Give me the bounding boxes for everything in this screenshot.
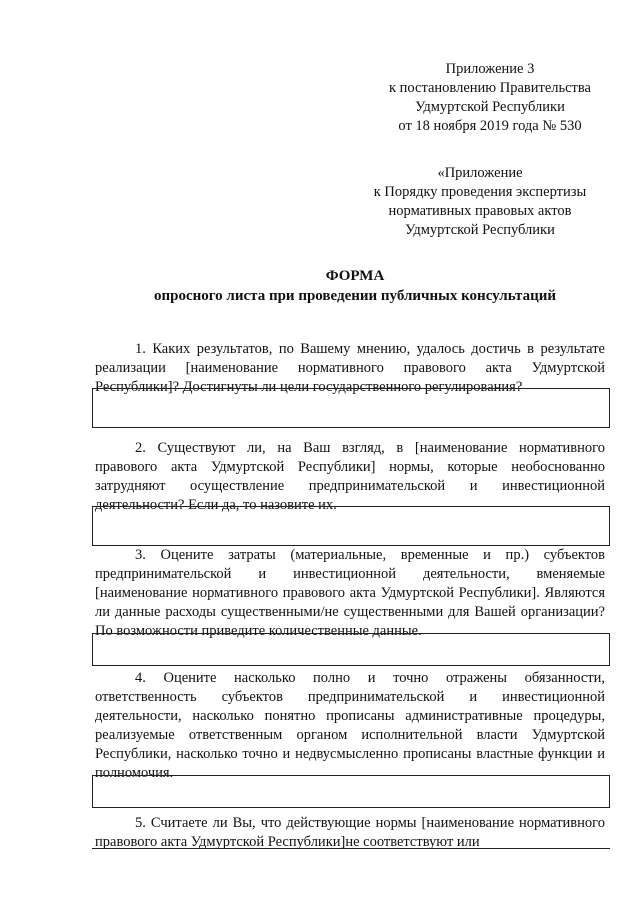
- form-title-line2: опросного листа при проведении публичных консультаций: [153, 288, 557, 304]
- sub-appendix-header: [345, 164, 615, 240]
- appendix-header: [360, 60, 620, 136]
- question-text: 1. Каких результатов, по Вашему мнению, удалось достичь в результате реализации [наименование нормативного правового акта Удмуртской Республики]? Достигнуты ли цели государственного регулирования?: [95, 341, 605, 395]
- appendix-line: Удмуртской Республики: [415, 99, 565, 115]
- answer-box-3[interactable]: [92, 633, 610, 666]
- question-5: [95, 814, 605, 852]
- question-text: 4. Оцените насколько полно и точно отражены обязанности, ответственность субъектов предпринимательской и инвестиционной деятельности, насколько понятно прописаны административные процедуры, реализуемые ответственным органом исполнительной власти Удмуртской Республики, насколько точно и недвусмысленно прописаны властные функции и полномочия.: [95, 670, 605, 781]
- question-text: 5. Считаете ли Вы, что действующие нормы [наименование нормативного правового акта Удмуртской Республики]не соответствуют или: [95, 815, 605, 850]
- sub-appendix-line: к Порядку проведения экспертизы: [373, 184, 587, 200]
- sub-appendix-line: Удмуртской Республики: [405, 222, 555, 238]
- page-cut-line: [92, 848, 610, 849]
- appendix-line: к постановлению Правительства: [389, 80, 591, 96]
- question-text: 3. Оцените затраты (материальные, временные и пр.) субъектов предпринимательской и инвестиционной деятельности, вменяемые [наименование нормативного правового акта Удмуртской Республики]. Являются ли данные расходы существенными/не существенными для Вашей организации? По возможности приведите количественные данные.: [95, 547, 605, 639]
- answer-box-2[interactable]: [92, 506, 610, 546]
- question-4: [95, 669, 605, 783]
- appendix-line: Приложение 3: [445, 61, 535, 77]
- sub-appendix-line: нормативных правовых актов: [388, 203, 572, 219]
- sub-appendix-line: «Приложение: [437, 165, 523, 181]
- answer-box-1[interactable]: [92, 388, 610, 428]
- answer-box-4[interactable]: [92, 775, 610, 808]
- form-title: [0, 266, 640, 306]
- appendix-line: от 18 ноября 2019 года № 530: [398, 118, 582, 134]
- question-2: [95, 439, 605, 515]
- question-text: 2. Существуют ли, на Ваш взгляд, в [наименование нормативного правового акта Удмуртской Республики] нормы, которые необоснованно затрудняют осуществление предпринимательской и инвестиционной деятельности? Если да, то назовите их.: [95, 440, 605, 513]
- question-3: [95, 546, 605, 641]
- form-title-line1: ФОРМА: [325, 268, 385, 284]
